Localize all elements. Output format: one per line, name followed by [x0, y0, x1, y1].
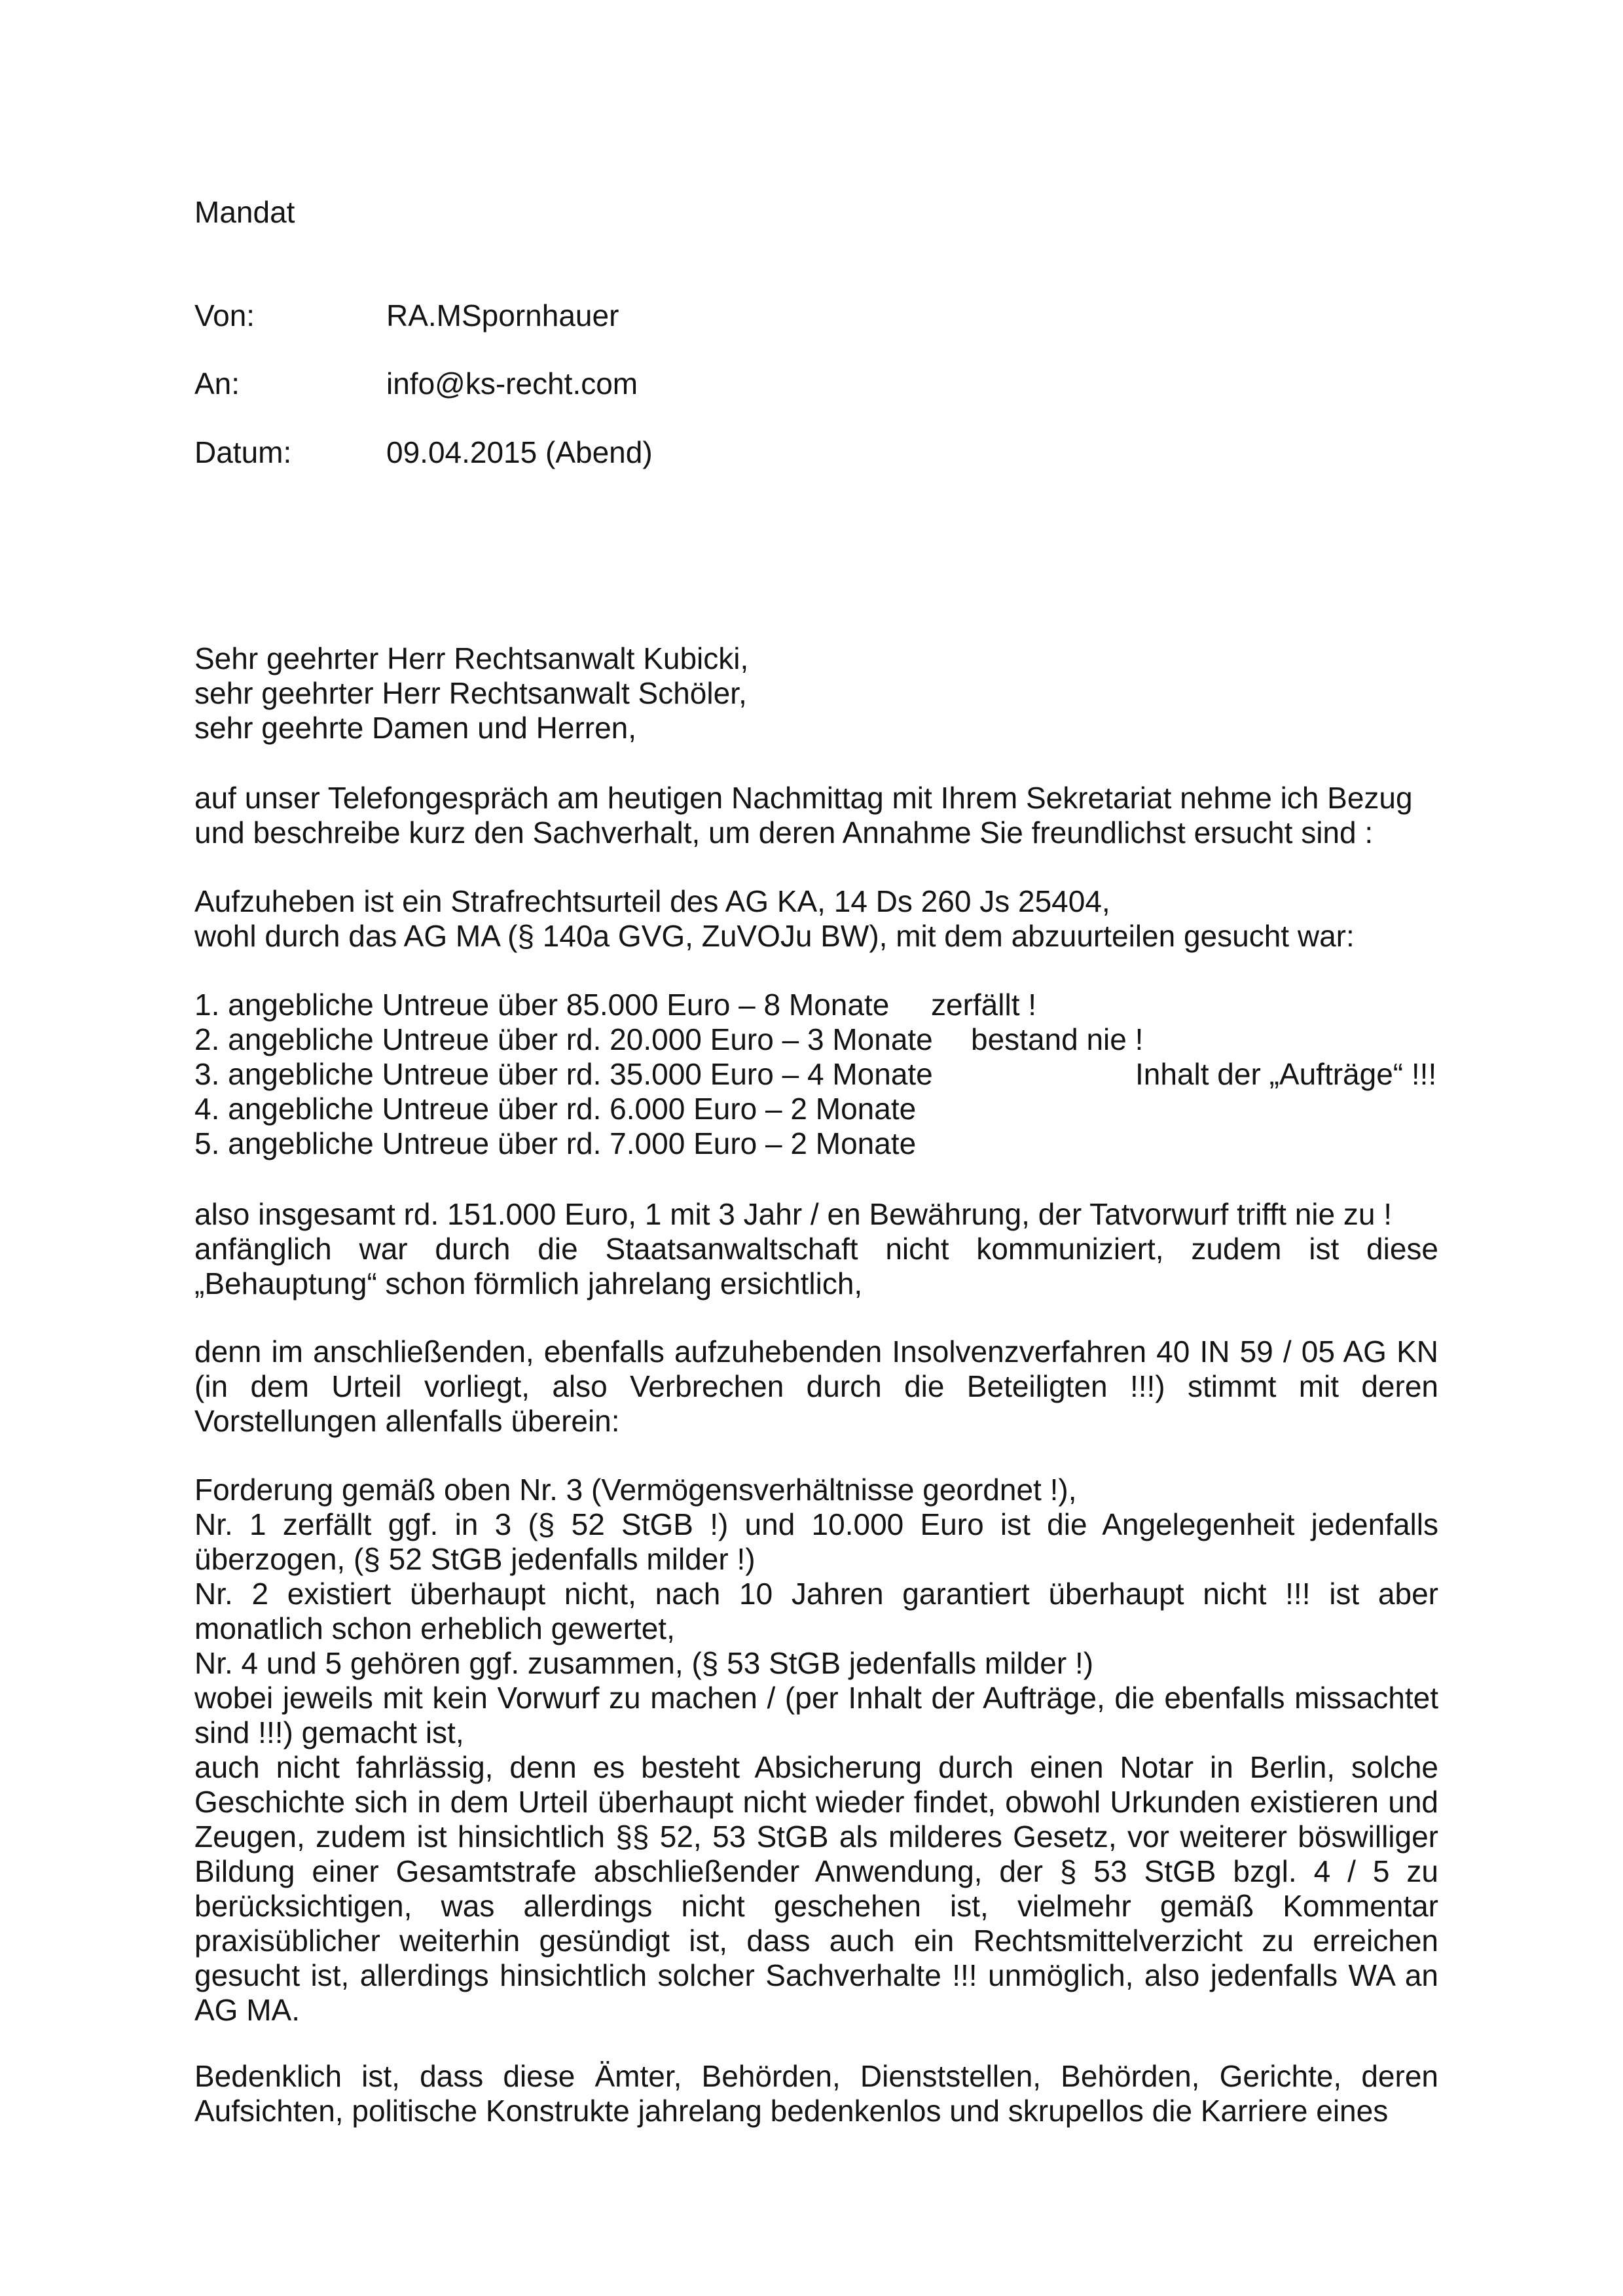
paragraph-line: Nr. 2 existiert überhaupt nicht, nach 10 Jahren garantiert überhaupt nicht !!! ist aber [194, 1577, 1438, 1611]
list-item-note: Inhalt der „Aufträge“ !!! [1135, 1057, 1437, 1091]
paragraph-line: AG MA. [194, 1993, 301, 2027]
list-item-note: bestand nie ! [971, 1022, 1144, 1056]
paragraph-line: Aufsichten, politische Konstrukte jahrelang bedenkenlos und skrupellos die Karriere eines [194, 2094, 1389, 2128]
paragraph-line: Aufzuheben ist ein Strafrechtsurteil des AG KA, 14 Ds 260 Js 25404, [194, 884, 1110, 918]
claims-paragraph [194, 1473, 1438, 2028]
from-label: Von: [194, 298, 255, 332]
paragraph-line: also insgesamt rd. 151.000 Euro, 1 mit 3 Jahr / en Bewährung, der Tatvorwurf trifft nie zu ! [194, 1197, 1393, 1231]
paragraph-line: gesucht ist, allerdings hinsichtlich solcher Sachverhalte !!! unmöglich, also jedenfalls WA an [194, 1958, 1438, 1992]
paragraph-line: wobei jeweils mit kein Vorwurf zu machen / (per Inhalt der Aufträge, die ebenfalls missachtet [194, 1681, 1438, 1715]
paragraph-line: monatlich schon erheblich gewertet, [194, 1611, 675, 1645]
paragraph-line: wohl durch das AG MA (§ 140a GVG, ZuVOJu BW), mit dem abzuurteilen gesucht war: [194, 919, 1355, 953]
paragraph-line: (in dem Urteil vorliegt, also Verbrechen durch die Beteiligten !!!) stimmt mit deren [194, 1369, 1438, 1403]
paragraph-line: Forderung gemäß oben Nr. 3 (Vermögensverhältnisse geordnet !), [194, 1473, 1077, 1507]
list-item [194, 1126, 1438, 1161]
total-paragraph [194, 1197, 1438, 1301]
charges-list [194, 988, 1438, 1161]
date-label: Datum: [194, 435, 292, 469]
paragraph-line: Nr. 4 und 5 gehören ggf. zusammen, (§ 53 StGB jedenfalls milder !) [194, 1646, 1094, 1680]
list-item [194, 1092, 1438, 1126]
list-item-text: 5. angebliche Untreue über rd. 7.000 Euro – 2 Monate [194, 1126, 917, 1160]
paragraph-line: überzogen, (§ 52 StGB jedenfalls milder !) [194, 1542, 756, 1576]
paragraph-line: Geschichte sich in dem Urteil überhaupt nicht wieder findet, obwohl Urkunden existieren und [194, 1785, 1438, 1819]
concern-paragraph [194, 2059, 1438, 2128]
list-item [194, 1057, 1438, 1092]
to-label: An: [194, 367, 240, 401]
paragraph-line: Zeugen, zudem ist hinsichtlich §§ 52, 53 StGB als milderes Gesetz, vor weiterer böswilliger [194, 1820, 1438, 1854]
salutation-line: sehr geehrte Damen und Herren, [194, 711, 637, 745]
paragraph-line: Vorstellungen allenfalls überein: [194, 1404, 620, 1438]
salutation-line: Sehr geehrter Herr Rechtsanwalt Kubicki, [194, 641, 749, 675]
from-value: RA.MSpornhauer [386, 298, 619, 332]
paragraph-line: auf unser Telefongespräch am heutigen Nachmittag mit Ihrem Sekretariat nehme ich Bezug [194, 781, 1413, 815]
paragraph-line: berücksichtigen, was allerdings nicht geschehen ist, vielmehr gemäß Kommentar [194, 1889, 1438, 1923]
paragraph-line: und beschreibe kurz den Sachverhalt, um deren Annahme Sie freundlichst ersucht sind : [194, 816, 1374, 850]
paragraph-line: anfänglich war durch die Staatsanwaltschaft nicht kommuniziert, zudem ist diese [194, 1232, 1438, 1266]
list-item-text: 1. angebliche Untreue über 85.000 Euro – 8 Monate [194, 988, 890, 1022]
paragraph-line: auch nicht fahrlässig, denn es besteht Absicherung durch einen Notar in Berlin, solche [194, 1750, 1438, 1784]
list-item-note: zerfällt ! [931, 988, 1037, 1022]
case-paragraph [194, 884, 1438, 954]
list-item [194, 988, 1438, 1022]
salutation [194, 641, 1438, 745]
paragraph-line: Bildung einer Gesamtstrafe abschließender Anwendung, der § 53 StGB bzgl. 4 / 5 zu [194, 1854, 1438, 1888]
list-item [194, 1022, 1438, 1057]
paragraph-line: „Behauptung“ schon förmlich jahrelang ersichtlich, [194, 1266, 863, 1300]
list-item-text: 4. angebliche Untreue über rd. 6.000 Euro – 2 Monate [194, 1092, 917, 1126]
to-value: info@ks-recht.com [386, 367, 638, 401]
date-value: 09.04.2015 (Abend) [386, 435, 653, 469]
paragraph-line: praxisüblicher weiterhin gesündigt ist, dass auch ein Rechtsmittelverzicht zu erreichen [194, 1924, 1438, 1958]
paragraph-line: Nr. 1 zerfällt ggf. in 3 (§ 52 StGB !) und 10.000 Euro ist die Angelegenheit jedenfalls [194, 1507, 1438, 1541]
list-item-text: 2. angebliche Untreue über rd. 20.000 Euro – 3 Monate [194, 1022, 933, 1056]
insolvency-paragraph [194, 1335, 1438, 1439]
paragraph-line: sind !!!) gemacht ist, [194, 1715, 464, 1749]
intro-paragraph [194, 781, 1438, 850]
salutation-line: sehr geehrter Herr Rechtsanwalt Schöler, [194, 676, 747, 710]
document-title: Mandat [194, 195, 295, 229]
paragraph-line: Bedenklich ist, dass diese Ämter, Behörden, Dienststellen, Behörden, Gerichte, deren [194, 2059, 1438, 2093]
paragraph-line: denn im anschließenden, ebenfalls aufzuhebenden Insolvenzverfahren 40 IN 59 / 05 AG KN [194, 1335, 1438, 1369]
list-item-text: 3. angebliche Untreue über rd. 35.000 Euro – 4 Monate [194, 1057, 933, 1091]
